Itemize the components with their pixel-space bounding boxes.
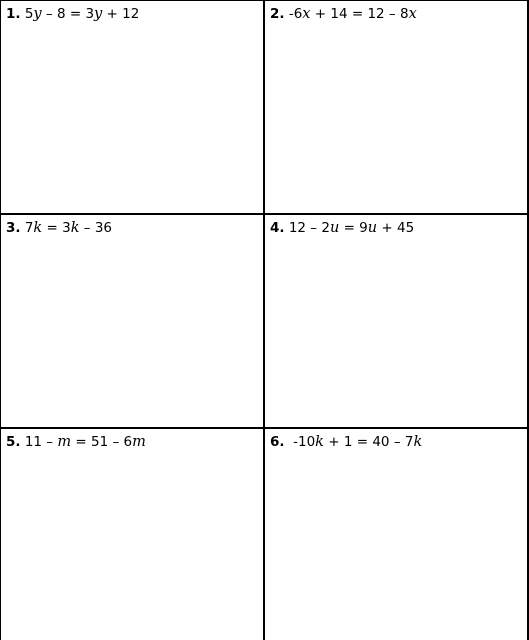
variable: k	[70, 220, 80, 236]
problem-number: 3.	[6, 220, 21, 236]
problem-grid	[1, 1, 529, 640]
equation-text: 5	[20, 6, 34, 22]
equation-text: = 9	[339, 220, 368, 236]
problem-cell-6	[265, 429, 529, 640]
variable: k	[33, 220, 43, 236]
variable: u	[367, 220, 378, 236]
variable: u	[329, 220, 340, 236]
equation-4	[270, 219, 527, 237]
variable: y	[94, 6, 103, 22]
variable: y	[33, 6, 42, 22]
equation-text: 11 –	[20, 434, 58, 450]
equation-2	[270, 5, 527, 23]
variable: x	[408, 6, 417, 22]
problem-number: 1.	[6, 6, 21, 22]
problem-cell-4	[265, 215, 529, 429]
equation-5	[6, 433, 263, 451]
equation-text: 12 – 2	[284, 220, 330, 236]
problem-cell-3	[1, 215, 265, 429]
equation-text: = 51 – 6	[71, 434, 133, 450]
equation-3	[6, 219, 263, 237]
problem-cell-5	[1, 429, 265, 640]
equation-text: + 12	[102, 6, 140, 22]
equation-text: = 3	[42, 220, 71, 236]
equation-text: – 36	[79, 220, 113, 236]
variable: x	[302, 6, 311, 22]
equation-text: – 8 = 3	[41, 6, 95, 22]
equation-text: + 1 = 40 – 7	[323, 434, 414, 450]
variable: m	[57, 434, 72, 450]
problem-number: 6.	[270, 434, 285, 450]
problem-number: 5.	[6, 434, 21, 450]
problem-cell-2	[265, 1, 529, 215]
variable: m	[132, 434, 146, 450]
problem-number: 4.	[270, 220, 285, 236]
variable: k	[413, 434, 423, 450]
problem-number: 2.	[270, 6, 285, 22]
variable: k	[315, 434, 324, 450]
equation-text: -10	[284, 434, 316, 450]
equation-text: 7	[20, 220, 34, 236]
equation-6	[270, 433, 527, 451]
equation-text: -6	[284, 6, 303, 22]
equation-text: + 14 = 12 – 8	[310, 6, 409, 22]
problem-cell-1	[1, 1, 265, 215]
equation-1	[6, 5, 263, 23]
equation-text: + 45	[377, 220, 415, 236]
